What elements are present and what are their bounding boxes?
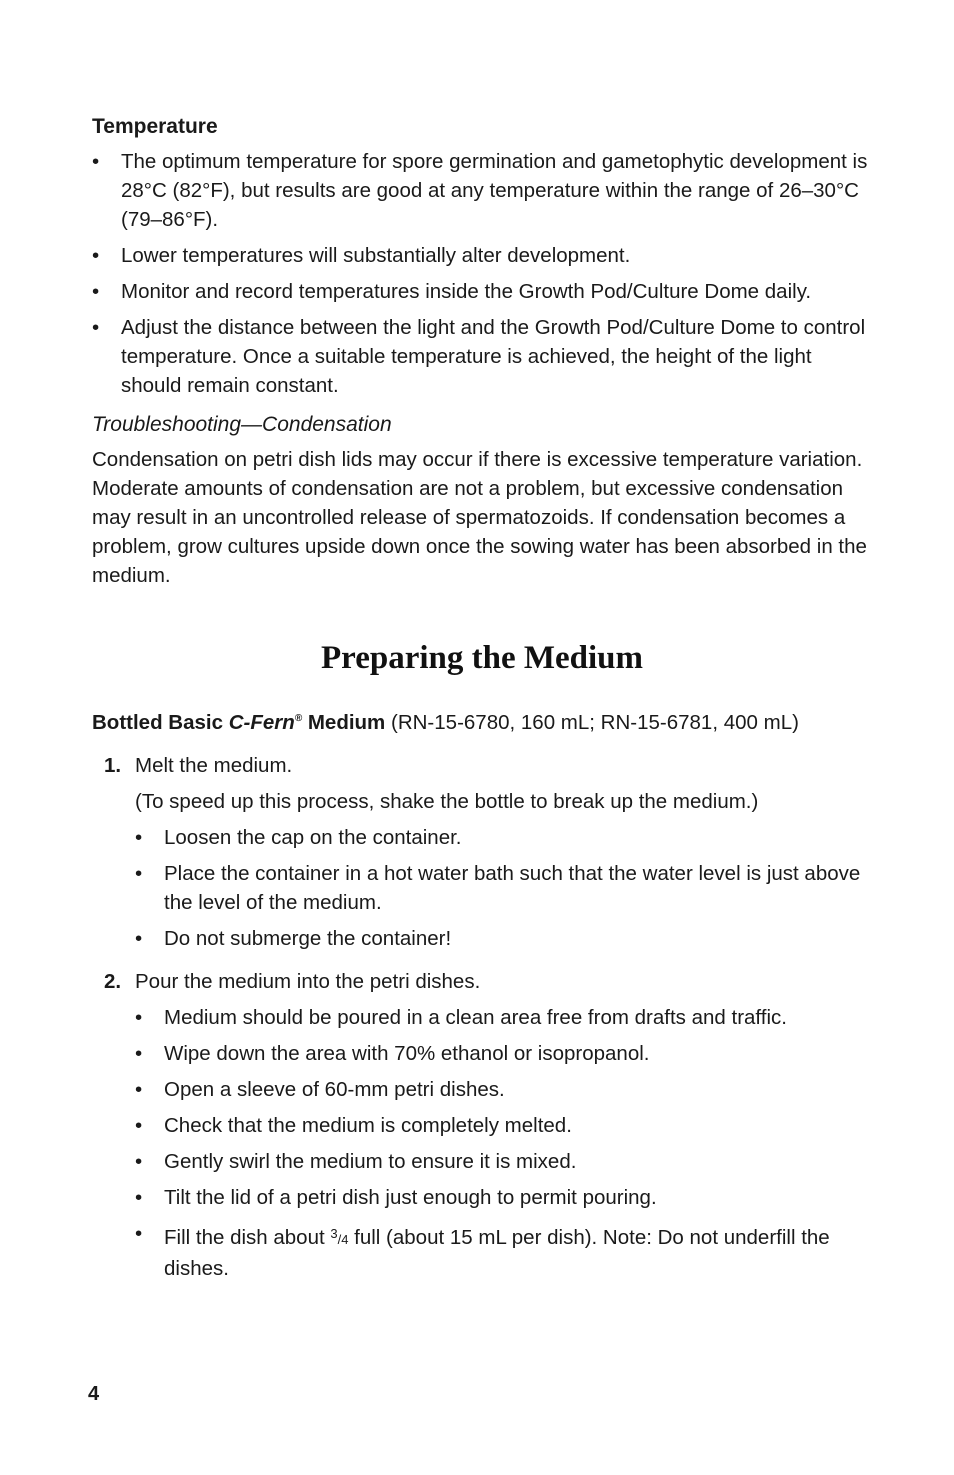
list-item: • Monitor and record temperatures inside the Growth Pod/Culture Dome daily.	[92, 277, 872, 306]
step-number: 1.	[104, 754, 122, 777]
product-label-suffix: Medium	[307, 711, 386, 734]
list-item: • Tilt the lid of a petri dish just enough to permit pouring.	[135, 1183, 872, 1212]
product-heading	[92, 704, 872, 737]
fraction-denominator: /4	[337, 1232, 349, 1247]
bullet-icon: •	[92, 244, 100, 267]
bullet-icon: •	[92, 316, 100, 339]
bullet-icon: •	[135, 1006, 143, 1029]
list-item: • Check that the medium is completely melted.	[135, 1111, 872, 1140]
page-number: 4	[88, 1383, 100, 1405]
step-1-bullets	[135, 823, 872, 953]
registered-mark: ®	[294, 713, 303, 724]
step-text: Pour the medium into the petri dishes.	[135, 970, 481, 993]
list-item: • Adjust the distance between the light and the Growth Pod/Culture Dome to control temperature. Once a suitable temperature is achieved, the height of the light should remain constant.	[92, 313, 872, 400]
bullet-icon: •	[135, 927, 143, 950]
document-page	[92, 112, 872, 1290]
section-title: Preparing the Medium	[320, 640, 644, 676]
bullet-icon: •	[135, 1222, 143, 1245]
bullet-icon: •	[92, 150, 100, 173]
product-brand: C-Fern	[228, 711, 295, 734]
list-item: • Fill the dish about $^3$/4 full (about 15 mL per dish). Note: Do not underfill the dishes.	[135, 1219, 872, 1283]
bullet-icon: •	[135, 1150, 143, 1173]
list-item: • Lower temperatures will substantially alter development.	[92, 241, 872, 270]
bullet-icon: •	[135, 1042, 143, 1065]
step-text: Melt the medium.	[135, 754, 293, 777]
step-2-bullets	[135, 1003, 872, 1283]
step-2	[92, 967, 872, 1283]
list-item: • Loosen the cap on the container.	[135, 823, 872, 852]
bullet-icon: •	[135, 1078, 143, 1101]
bullet-icon: •	[135, 862, 143, 885]
list-item: • The optimum temperature for spore germination and gametophytic development is 28°C (82°F), but results are good at any temperature within the range of 26–30°C (79–86°F).	[92, 147, 872, 234]
list-item: • Place the container in a hot water bath such that the water level is just above the level of the medium.	[135, 859, 872, 917]
fraction-numerator: 3	[330, 1226, 338, 1241]
troubleshooting-title: Troubleshooting—Condensation	[92, 413, 392, 436]
bullet-icon: •	[92, 280, 100, 303]
bullet-icon: •	[135, 826, 143, 849]
product-codes: (RN-15-6780, 160 mL; RN-15-6781, 400 mL)	[391, 711, 799, 734]
step-1	[92, 751, 872, 953]
step-note: (To speed up this process, shake the bottle to break up the medium.)	[135, 790, 759, 813]
product-label-prefix: Bottled Basic	[92, 711, 223, 734]
bullet-icon: •	[135, 1186, 143, 1209]
troubleshooting-paragraph: Condensation on petri dish lids may occur if there is excessive temperature variation. Moderate amounts of condensation are not a problem, but excessive condensation may result in an uncontrolled release of spermatozoids. If condensation becomes a problem, grow cultures upside down once the sowing water has been absorbed in the medium.	[92, 448, 867, 587]
bullet-icon: •	[135, 1114, 143, 1137]
list-item: • Medium should be poured in a clean area free from drafts and traffic.	[135, 1003, 872, 1032]
temperature-bullets	[92, 147, 872, 400]
list-item: • Gently swirl the medium to ensure it is mixed.	[135, 1147, 872, 1176]
list-item: • Open a sleeve of 60-mm petri dishes.	[135, 1075, 872, 1104]
temperature-heading: Temperature	[92, 115, 218, 138]
step-number: 2.	[104, 970, 122, 993]
list-item: • Wipe down the area with 70% ethanol or isopropanol.	[135, 1039, 872, 1068]
list-item: • Do not submerge the container!	[135, 924, 872, 953]
